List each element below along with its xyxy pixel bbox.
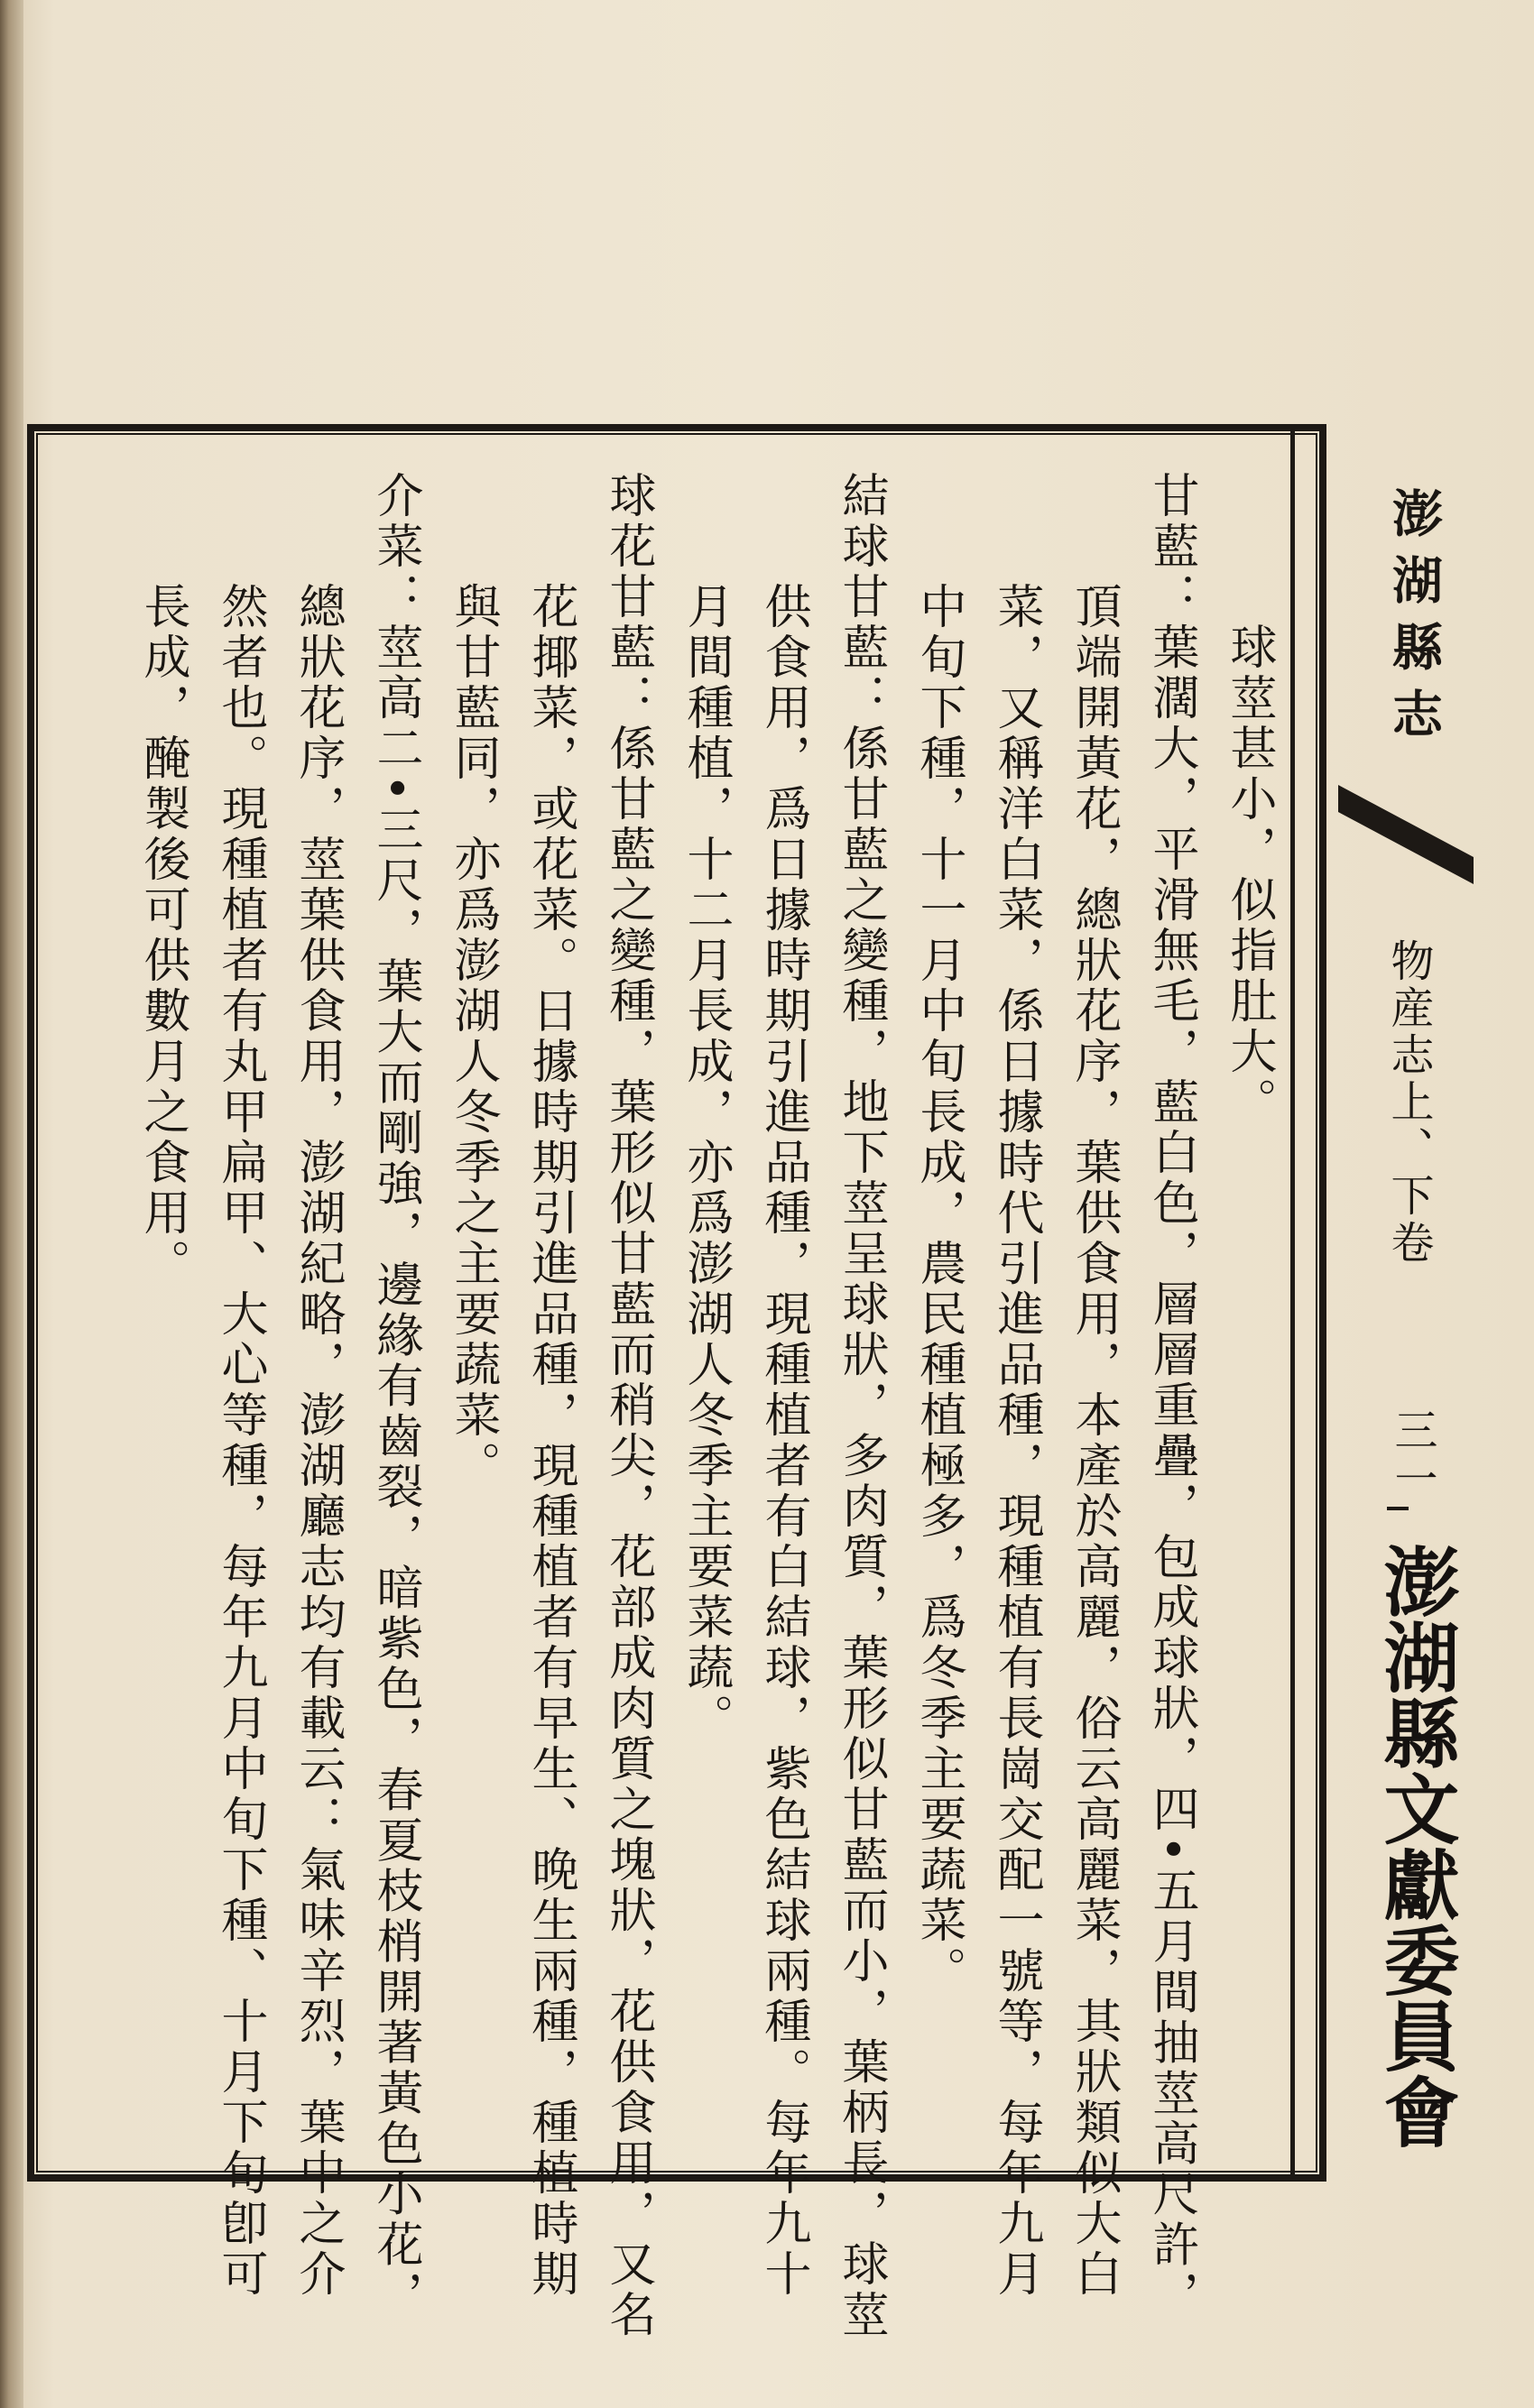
text-column: 結球甘藍：係甘藍之變種，地下莖呈球狀，多肉質，葉形似甘藍而小，葉柄長，球莖 — [834, 471, 888, 2340]
text-column: 介菜：莖高二•三尺，葉大而剛強，邊緣有齒裂，暗紫色，春夏枝梢開著黃色小花， — [368, 471, 422, 2321]
text-column: 與甘藍同，亦爲澎湖人冬季之主要蔬菜。 — [446, 582, 500, 1491]
margin-divider-rule — [1290, 424, 1295, 2182]
text-column: 甘藍：葉濶大，平滑無毛，藍白色，層層重疊，包成球狀，四•五月間抽莖高尺許， — [1144, 471, 1198, 2321]
text-column: 菜，又稱洋白菜，係日據時代引進品種，現種植有長崗交配一號等，每年九月 — [989, 582, 1043, 2300]
text-column: 中旬下種，十一月中旬長成，農民種植極多，爲冬季主要蔬菜。 — [911, 582, 966, 1997]
text-column: 花揶菜，或花菜。日據時期引進品種，現種植者有早生、晚生兩種，種植時期 — [523, 582, 578, 2300]
text-column: 月間種植，十二月長成，亦爲澎湖人冬季主要菜蔬。 — [679, 582, 733, 1744]
book-title: 澎湖縣志 — [1384, 487, 1444, 754]
text-column: 長成，醃製後可供數月之食用。 — [135, 582, 189, 1289]
text-column: 然者也。現種植者有丸甲扁甲、大心等種，每年九月中旬下種、十月下旬卽可 — [213, 582, 267, 2300]
text-column: 球花甘藍：係甘藍之變種，葉形似甘藍而稍尖，花部成肉質之塊狀，花供食用，又名 — [601, 471, 655, 2340]
text-column: 供食用，爲日據時期引進品種，現種植者有白結球，紫色結球兩種。每年九十 — [756, 582, 810, 2300]
section-title: 物産志上、下卷 — [1383, 938, 1434, 1267]
page-gutter — [1331, 433, 1475, 2173]
page-number-rule — [1387, 1507, 1409, 1510]
publisher-name: 澎湖縣文獻委員會 — [1372, 1543, 1461, 2149]
text-column: 頂端開黃花，總狀花序，葉供食用，本產於高麗，俗云高麗菜，其狀類似大白 — [1067, 582, 1121, 2300]
page-spine-edge — [0, 0, 23, 2408]
page-number: 三一 — [1387, 1407, 1437, 1505]
fishtail-mark-icon — [1338, 785, 1474, 884]
text-column: 總狀花序，莖葉供食用，澎湖紀略，澎湖廳志均有載云：氣味辛烈，葉中之介 — [291, 582, 345, 2300]
text-column: 球莖甚小，似指肚大。 — [1222, 623, 1276, 1128]
